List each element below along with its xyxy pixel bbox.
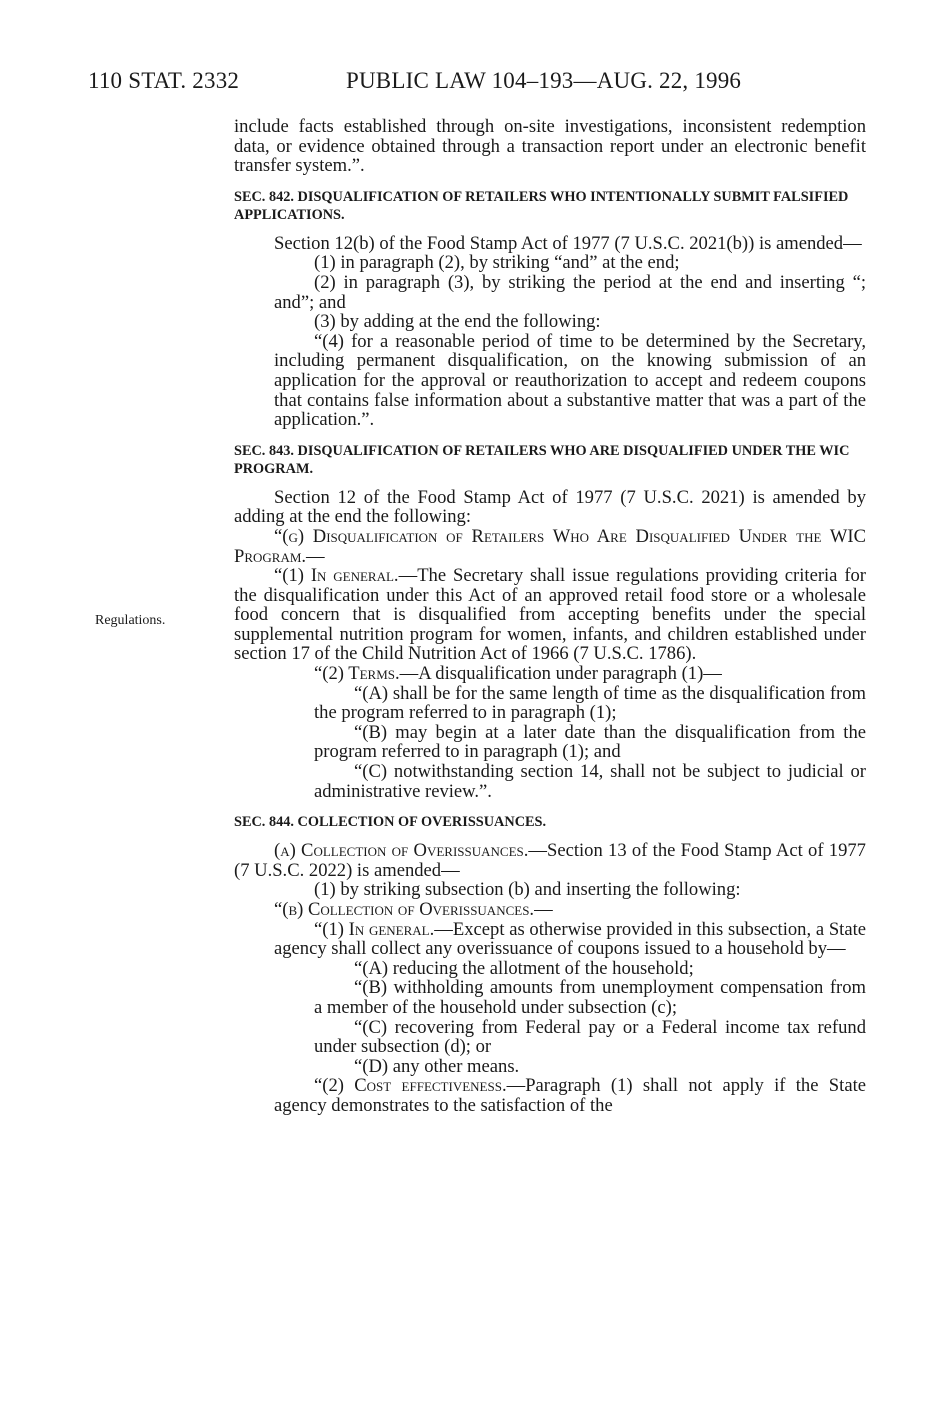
sec844-subsection-a: [234, 841, 866, 880]
margin-note: Regulations.: [95, 613, 166, 628]
section-842-heading: SEC. 842. DISQUALIFICATION OF RETAILERS WHO INTENTIONALLY SUBMIT FALSIFIED APPLICATIONS.: [234, 188, 849, 223]
sec843-p1-head: “(1) In general.—: [274, 565, 418, 587]
sec844-b-para-B: “(B) withholding amounts from unemployment compensation from a member of the household under subsection (c);: [314, 977, 866, 1018]
sec842-intro: Section 12(b) of the Food Stamp Act of 1977 (7 U.S.C. 2021(b)) is amended—: [274, 232, 862, 254]
sec844-q1-head: “(1) In general.—: [314, 918, 453, 940]
sec843-para-1: [234, 566, 866, 664]
sec842-para-4: “(4) for a reasonable period of time to be determined by the Secretary, including permanent disqualification, on the knowing submission of an application for the approval or reauthorization to accept and redeem coupons that contains false information about a substantive matter that was a part of the application.”.: [274, 330, 866, 431]
statute-citation: 110 STAT. 2332: [88, 68, 240, 93]
sec843-p2-text: A disqualification under paragraph (1)—: [418, 663, 722, 685]
sec844-q1-text: Except as otherwise provided in this subsection, a State agency shall collect any overissuance of coupons issued to a household by—: [274, 918, 866, 960]
sec843-para-A: “(A) shall be for the same length of time as the disqualification from the program referred to in paragraph (1);: [314, 682, 866, 724]
body-text: [234, 117, 866, 1116]
sec844-b-para-C: “(C) recovering from Federal pay or a Federal income tax refund under subsection (d); or: [314, 1016, 866, 1058]
sec842-para-1: (1) in paragraph (2), by striking “and” at the end;: [314, 252, 680, 274]
sec844-a-head: (a) Collection of Overissuances.—: [274, 840, 547, 862]
sec844-subsection-b: [234, 900, 866, 920]
sec843-intro: Section 12 of the Food Stamp Act of 1977 (7 U.S.C. 2021) is amended by adding at the end the following:: [234, 486, 866, 528]
page-header: [88, 66, 859, 96]
sec843-subsection-g: [234, 527, 866, 566]
sec844-para-1: (1) by striking subsection (b) and inserting the following:: [314, 879, 741, 901]
section-843-heading: SEC. 843. DISQUALIFICATION OF RETAILERS WHO ARE DISQUALIFIED UNDER THE WIC PROGRAM.: [234, 442, 850, 477]
sec842-para-3: (3) by adding at the end the following:: [314, 311, 601, 333]
sec844-b-para-D: “(D) any other means.: [354, 1055, 520, 1077]
sec844-b-head: “(b) Collection of Overissuances.—: [274, 899, 553, 920]
sec843-g-label: “(g) Disqualification of Retailers Who Are Disqualified Under the WIC Program.—: [234, 525, 866, 567]
sec844-b-para-1: [274, 920, 866, 959]
sec843-para-2: [234, 664, 866, 684]
sec844-b-para-2: [274, 1076, 866, 1115]
sec843-p2-head: “(2) Terms.—: [314, 663, 419, 685]
public-law-title: PUBLIC LAW 104–193—AUG. 22, 1996: [346, 68, 742, 93]
sec842-para-2: (2) in paragraph (3), by striking the period at the end and inserting “; and”; and: [274, 271, 866, 313]
sec844-q2-head: “(2) Cost effectiveness.—: [314, 1075, 526, 1097]
carryover-paragraph: include facts established through on-site investigations, inconsistent redemption data, or evidence obtained through a transaction report under an electronic benefit transfer system.”.: [234, 116, 866, 177]
sec843-p1-text: The Secretary shall issue regulations providing criteria for the disqualification under this Act of an approved retail food store or a wholesale food concern that is disqualified from accepting benefits under the special supplemental nutrition program for women, infants, and children established under section 17 of the Child Nutrition Act of 1966 (7 U.S.C. 1786).: [234, 565, 866, 665]
sec843-para-B: “(B) may begin at a later date than the disqualification from the program referred to in paragraph (1); and: [314, 721, 866, 763]
sec844-q2-text: Paragraph (1) shall not apply if the State agency demonstrates to the satisfaction of the: [274, 1075, 866, 1116]
sec843-para-C: “(C) notwithstanding section 14, shall not be subject to judicial or administrative review.”.: [314, 761, 866, 802]
sec844-a-text: Section 13 of the Food Stamp Act of 1977 (7 U.S.C. 2022) is amended—: [234, 840, 866, 881]
section-844-heading: SEC. 844. COLLECTION OF OVERISSUANCES.: [234, 814, 547, 831]
sec844-b-para-A: “(A) reducing the allotment of the household;: [354, 957, 694, 979]
